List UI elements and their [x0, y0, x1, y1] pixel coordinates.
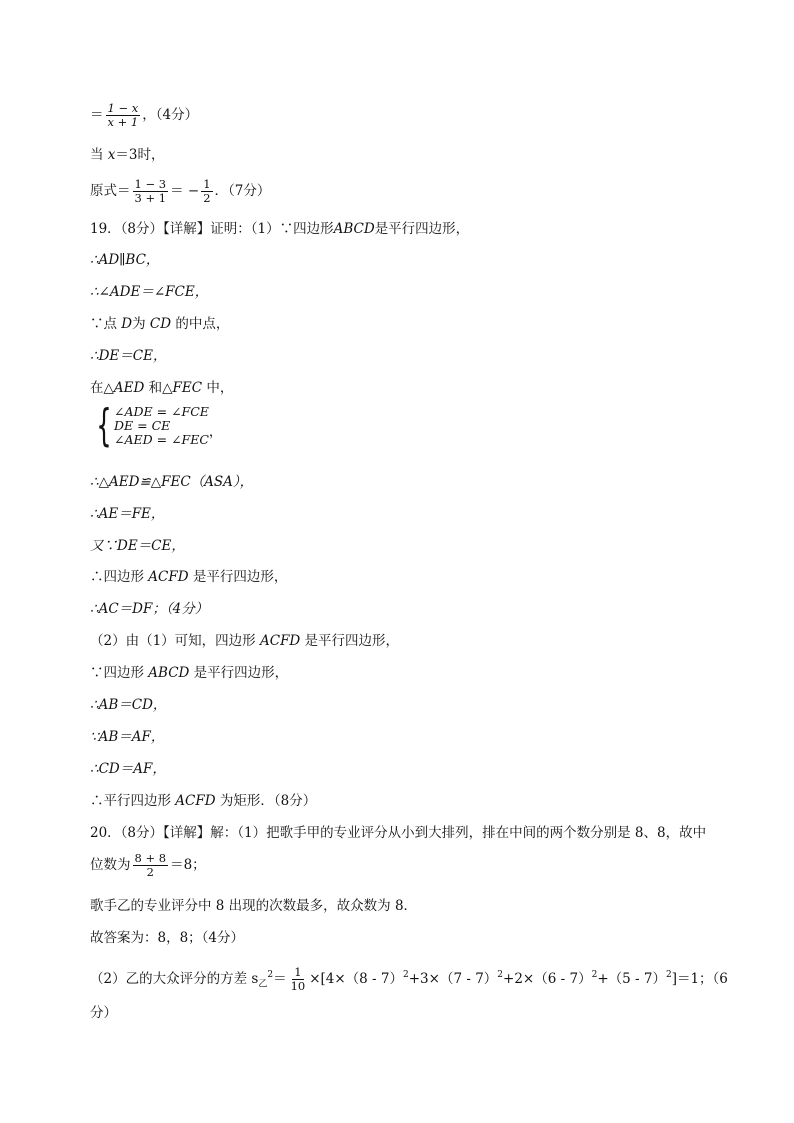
denominator: 2	[203, 191, 211, 205]
text: 19．（8分）【详解】证明：（1）∵四边形	[90, 221, 334, 237]
system-row: DE = CE	[114, 418, 171, 433]
proof-step: 又∵DE＝CE，	[90, 538, 185, 554]
system-brace-group	[90, 400, 209, 451]
numerator: 1 − 3	[134, 177, 167, 191]
text: ＝3时，	[115, 147, 165, 163]
fraction	[133, 178, 169, 205]
proof-step: ∴DE＝CE，	[90, 348, 167, 364]
text: ＝	[273, 971, 287, 987]
proof-step: ∴△AED≌△FEC（ASA），	[90, 474, 254, 490]
proof-conclusion	[90, 791, 316, 811]
text: ，	[208, 424, 223, 440]
text: 和△	[144, 380, 173, 396]
variable: FEC	[172, 380, 203, 396]
text: +2×（6 - 7）	[503, 971, 592, 987]
proof-step: ∴CD＝AF，	[90, 761, 166, 777]
fraction	[289, 966, 308, 993]
text: ∵点	[90, 316, 122, 332]
text: 是平行四边形，	[374, 221, 470, 237]
variance-line-continued: 分）	[90, 1005, 117, 1021]
text: ×[4×（8 - 7）	[309, 971, 404, 987]
denominator: 3 + 1	[134, 191, 167, 205]
numerator: 1	[294, 965, 302, 979]
variable: AED	[113, 380, 145, 396]
question-19-heading	[90, 219, 469, 239]
superscript: 2	[591, 970, 598, 980]
proof-step	[90, 567, 287, 587]
variable: ABCD	[333, 221, 375, 237]
system-row: ∠AED = ∠FEC	[114, 432, 209, 447]
text: +3×（7 - 7）	[408, 971, 498, 987]
equation-system	[90, 400, 223, 451]
text: 中，	[202, 380, 234, 396]
text: 当	[90, 147, 108, 163]
fraction	[106, 102, 141, 129]
variance-line	[90, 965, 728, 995]
text: +（5 - 7）	[597, 971, 666, 987]
text: 是平行四边形，	[300, 633, 400, 649]
fraction	[201, 178, 212, 205]
text: 为	[132, 316, 150, 332]
text: ＝ −	[170, 183, 200, 199]
text: ∴平行四边形	[90, 793, 176, 809]
proof-step: ∴AC＝DF；（4分）	[90, 601, 209, 617]
line-original-expression	[90, 178, 270, 205]
system-rows	[114, 405, 209, 447]
text: （2）乙的大众评分的方差 s	[90, 971, 259, 987]
answer-line: 故答案为：8，8；（4分）	[90, 930, 245, 946]
system-row: ∠ADE = ∠FCE	[114, 404, 209, 419]
proof-step	[90, 378, 233, 398]
variable: ABCD	[148, 665, 190, 681]
proof-step: ∴AD∥BC，	[90, 252, 160, 268]
question-20-heading: 20．（8分）【详解】解：（1）把歌手甲的专业评分从小到大排列，排在中间的两个数分别是 8、8，故中	[90, 825, 707, 841]
text: ∵四边形	[90, 665, 149, 681]
text: 是平行四边形，	[188, 569, 288, 585]
text: 为矩形．（8分）	[215, 793, 317, 809]
variable: ACFD	[175, 793, 216, 809]
variable: x	[107, 147, 116, 163]
numerator: 8 + 8	[134, 851, 167, 865]
text: 在△	[90, 380, 114, 396]
proof-step	[90, 631, 399, 651]
numerator: 1	[203, 177, 211, 191]
denominator: x + 1	[107, 115, 139, 129]
proof-step: ∴AB＝CD，	[90, 697, 167, 713]
subscript: 乙	[258, 979, 268, 990]
superscript: 2	[665, 970, 672, 980]
text: ＝8；	[170, 857, 206, 873]
variable: ACFD	[259, 633, 301, 649]
mode-line: 歌手乙的专业评分中 8 出现的次数最多，故众数为 8．	[90, 898, 418, 914]
variable: ACFD	[148, 569, 189, 585]
fraction	[133, 852, 169, 879]
text: 原式＝	[90, 183, 131, 199]
line-fraction-result	[90, 102, 198, 129]
proof-step	[90, 663, 288, 683]
text: 位数为	[90, 857, 131, 873]
text: ＝	[90, 107, 104, 123]
denominator: 2	[146, 865, 154, 879]
proof-step	[90, 314, 229, 334]
proof-step: ∵AB＝AF，	[90, 729, 165, 745]
line-when-x	[90, 145, 165, 165]
text: ∴四边形	[90, 569, 149, 585]
text: ，（4分）	[142, 107, 199, 123]
text: 的中点，	[171, 316, 230, 332]
variable: CD	[149, 316, 172, 332]
text: （2）由（1）可知，四边形	[90, 633, 260, 649]
superscript: 2	[497, 970, 504, 980]
text: ．（7分）	[214, 183, 271, 199]
superscript: 2	[267, 970, 274, 980]
proof-step: ∴∠ADE＝∠FCE，	[90, 284, 209, 300]
denominator: 10	[290, 979, 306, 993]
numerator: 1 − x	[107, 101, 139, 115]
proof-step: ∴AE＝FE，	[90, 506, 165, 522]
superscript: 2	[403, 970, 409, 980]
text: ]＝1；（6	[671, 971, 728, 987]
median-line	[90, 852, 206, 879]
variable: D	[121, 316, 133, 332]
brace-icon: {	[96, 400, 112, 451]
text: 是平行四边形，	[189, 665, 289, 681]
